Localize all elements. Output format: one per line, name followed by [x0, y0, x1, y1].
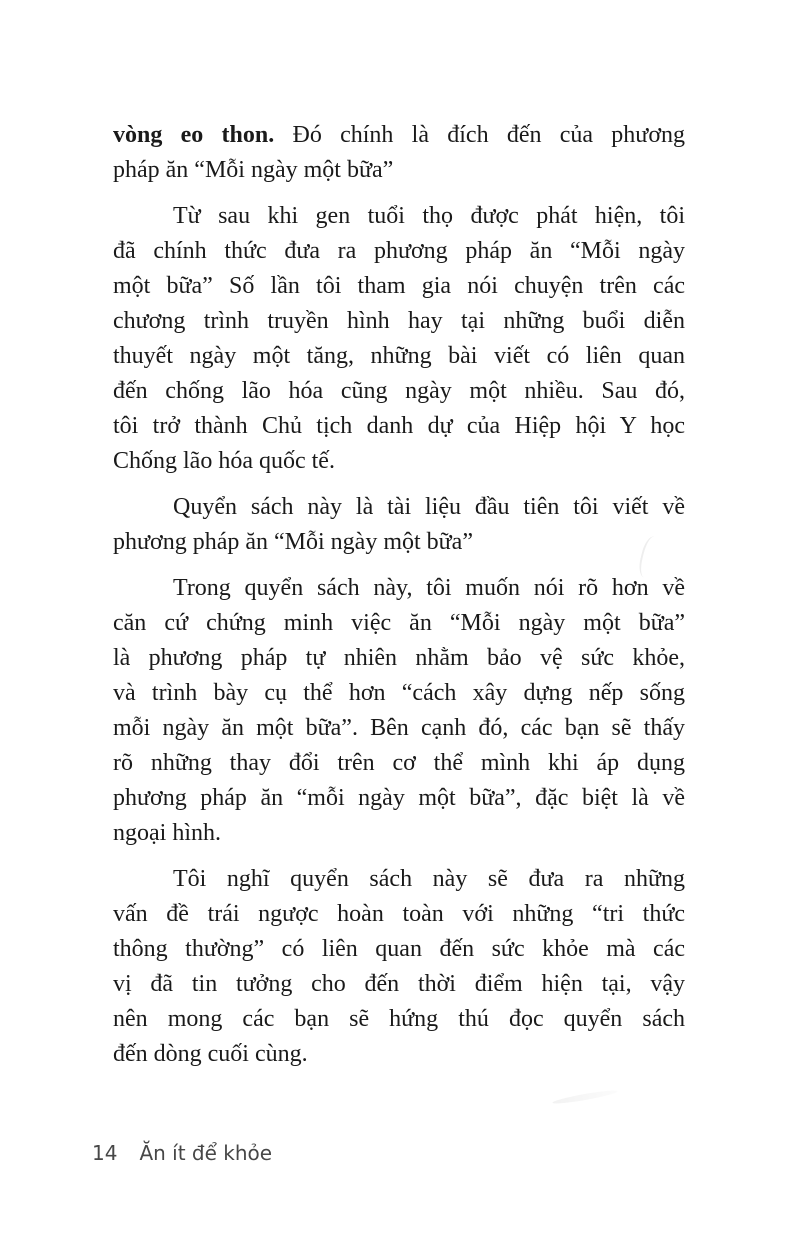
scan-streak-artifact — [552, 1088, 618, 1105]
text-line: thuyết ngày một tăng, những bài viết có liên quan — [113, 343, 685, 369]
text-line: Quyển sách này là tài liệu đầu tiên tôi viết về — [173, 494, 685, 520]
text-line: đến dòng cuối cùng. — [113, 1041, 308, 1067]
text-line: Tôi nghĩ quyển sách này sẽ đưa ra những — [173, 866, 685, 892]
paragraph-2 — [113, 199, 685, 479]
text-line: đã chính thức đưa ra phương pháp ăn “Mỗi ngày — [113, 238, 685, 264]
bold-lead-text: vòng eo thon. — [113, 122, 275, 148]
paragraph-4 — [113, 571, 685, 851]
text-line: thông thường” có liên quan đến sức khỏe mà các — [113, 936, 685, 962]
text-line: Trong quyển sách này, tôi muốn nói rõ hơn về — [173, 575, 685, 601]
text-line: mỗi ngày ăn một bữa”. Bên cạnh đó, các bạn sẽ thấy — [113, 715, 685, 741]
paragraph-5 — [113, 862, 685, 1072]
text-line: ngoại hình. — [113, 820, 221, 846]
paragraph-1 — [113, 118, 685, 188]
text-line: pháp ăn “Mỗi ngày một bữa” — [113, 157, 394, 183]
text-line: phương pháp ăn “Mỗi ngày một bữa” — [113, 529, 473, 555]
text-line: tôi trở thành Chủ tịch danh dự của Hiệp hội Y học — [113, 413, 685, 439]
page-number: 14 — [92, 1141, 118, 1165]
page-text-block — [113, 118, 685, 1072]
text-line: vấn đề trái ngược hoàn toàn với những “tri thức — [113, 901, 685, 927]
text-line: là phương pháp tự nhiên nhằm bảo vệ sức khỏe, — [113, 645, 685, 671]
text-run: Đó chính là đích đến của phương — [292, 122, 685, 148]
text-line: Chống lão hóa quốc tế. — [113, 448, 335, 474]
text-line: căn cứ chứng minh việc ăn “Mỗi ngày một bữa” — [113, 610, 685, 636]
text-line: một bữa” Số lần tôi tham gia nói chuyện trên các — [113, 273, 685, 299]
page-footer — [92, 1140, 272, 1166]
text-line: và trình bày cụ thể hơn “cách xây dựng nếp sống — [113, 680, 685, 706]
text-line: đến chống lão hóa cũng ngày một nhiều. Sau đó, — [113, 378, 685, 404]
running-book-title: Ăn ít để khỏe — [139, 1141, 273, 1165]
text-line: rõ những thay đổi trên cơ thể mình khi áp dụng — [113, 750, 685, 776]
text-line: Từ sau khi gen tuổi thọ được phát hiện, tôi — [173, 203, 685, 229]
text-line — [113, 118, 685, 153]
text-line: nên mong các bạn sẽ hứng thú đọc quyển sách — [113, 1006, 685, 1032]
text-line: phương pháp ăn “mỗi ngày một bữa”, đặc biệt là về — [113, 785, 685, 811]
paragraph-3 — [113, 490, 685, 560]
text-line: vị đã tin tưởng cho đến thời điểm hiện tại, vậy — [113, 971, 685, 997]
text-line: chương trình truyền hình hay tại những buổi diễn — [113, 308, 685, 334]
